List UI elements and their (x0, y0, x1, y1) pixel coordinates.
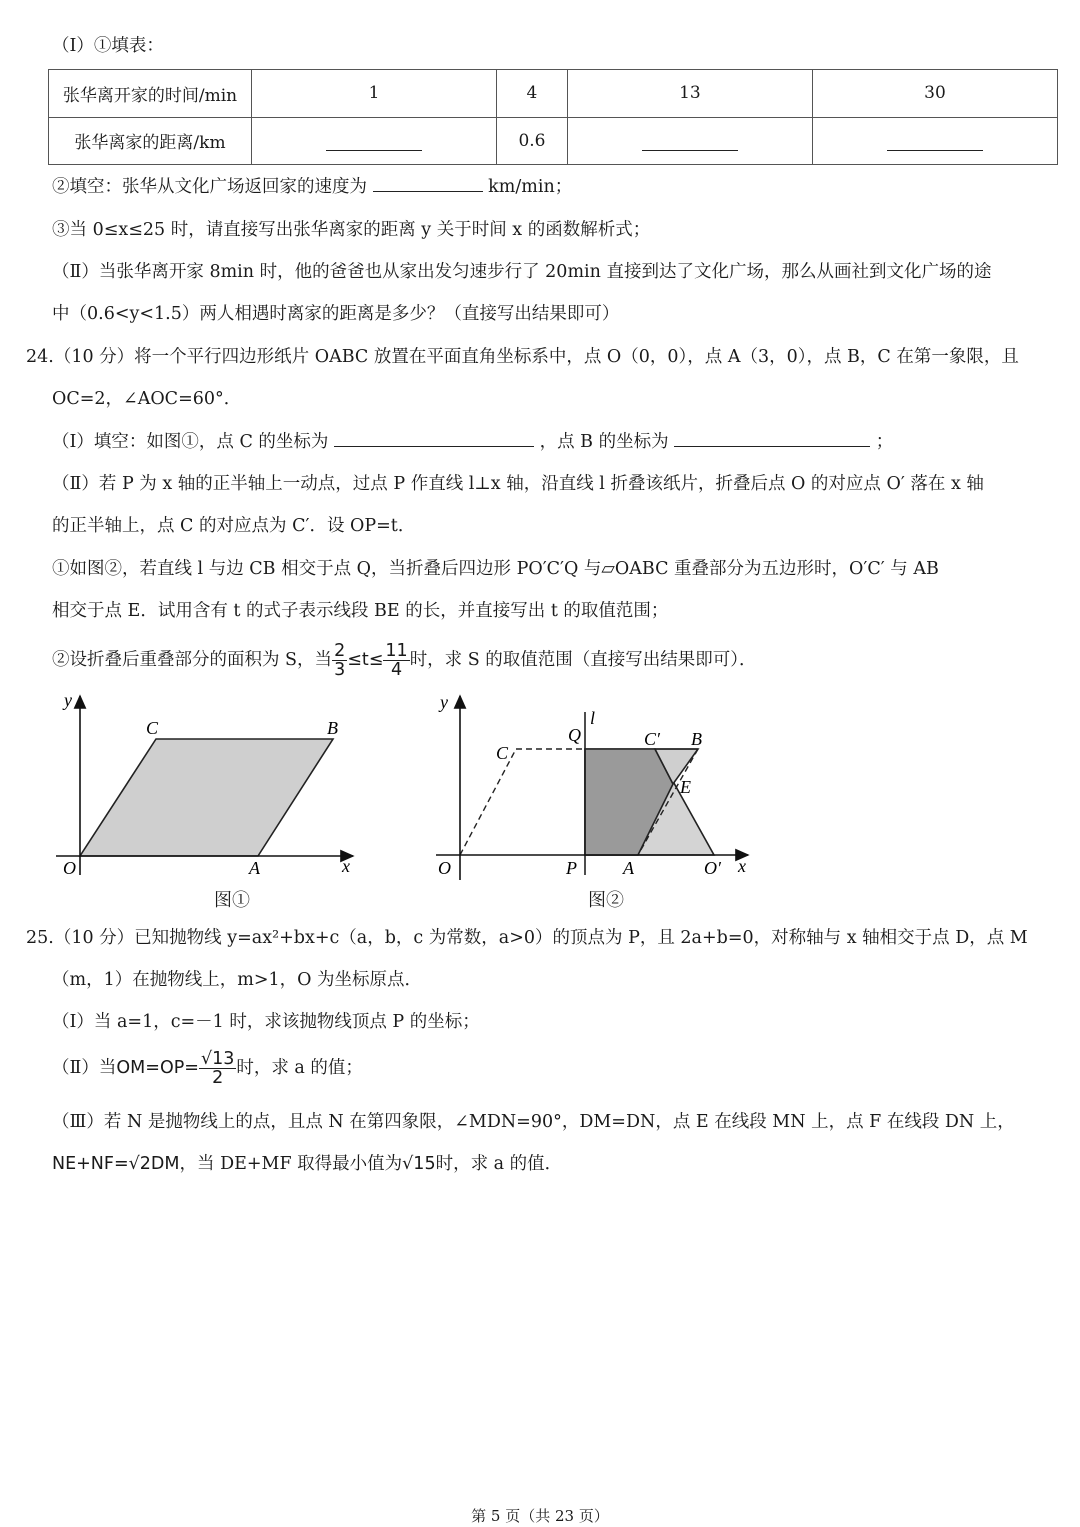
q25-part3-line2 (52, 1152, 562, 1176)
q25-part3-value: √15 (402, 1154, 436, 1174)
point-label-p: P (566, 858, 577, 878)
figure-2-diagram (428, 690, 758, 885)
q25-part2-text: （Ⅱ）当 (52, 1058, 117, 1078)
q24-sub1-line1: ①如图②，若直线 l 与边 CB 相交于点 Q，当折叠后四边形 PO′C′Q 与▱OABC 重叠部分为五边形时，O′C′ 与 AB (52, 559, 939, 579)
q25-part3-expr: NE+NF=√2DM (52, 1154, 180, 1174)
q24-part1-text: （Ⅰ）填空：如图①，点 C 的坐标为 (52, 432, 329, 452)
q25-part3-end: 时，求 a 的值． (435, 1154, 563, 1174)
answer-blank[interactable] (642, 130, 738, 151)
q25-part2 (52, 1048, 363, 1088)
q23-fill2 (52, 175, 572, 199)
table-cell: 4 (497, 70, 568, 118)
q24-part2-line2: 的正半轴上，点 C 的对应点为 C′．设 OP=t． (52, 516, 416, 536)
q23-part2-line2: 中（0.6<y<1.5）两人相遇时离家的距离是多少？（直接写出结果即可） (52, 304, 620, 324)
figure-1-diagram (48, 690, 368, 880)
table-cell-blank[interactable] (567, 117, 812, 165)
q24-line1: 24.（10 分）将一个平行四边形纸片 OABC 放置在平面直角坐标系中，点 O（0，0），点 A（3，0），点 B，C 在第一象限，且 (26, 347, 1019, 367)
q24-sub2-end: 时，求 S 的取值范围（直接写出结果即可）． (409, 650, 757, 670)
table-row (49, 70, 1058, 118)
q23-part1-heading: （Ⅰ）①填表： (52, 36, 164, 56)
q24-sub2-text: ②设折叠后重叠部分的面积为 S，当 (52, 650, 333, 670)
point-label-c-prime: C′ (644, 729, 660, 749)
q25-part2-end: 时，求 a 的值； (236, 1058, 363, 1078)
q25-line1: 25.（10 分）已知抛物线 y=ax²+bx+c（a，b，c 为常数，a>0）的顶点为 P，且 2a+b=0，对称轴与 x 轴相交于点 D，点 M (26, 928, 1028, 948)
point-label-o-prime: O′ (704, 858, 721, 878)
q23-fill3: ③当 0≤x≤25 时，请直接写出张华离家的距离 y 关于时间 x 的函数解析式； (52, 220, 651, 240)
q25-part2-expr: OM=OP= (116, 1058, 199, 1078)
answer-blank[interactable] (334, 432, 534, 447)
axis-label-x: x (342, 856, 350, 876)
answer-blank[interactable] (373, 177, 483, 192)
fraction-denominator: 2 (212, 1068, 224, 1088)
q24-part1-end: ； (875, 432, 894, 452)
fraction-numerator: 11 (385, 641, 408, 661)
axis-label-y: y (440, 692, 448, 712)
parallelogram-oabc (80, 739, 333, 856)
q25-line2: （m，1）在抛物线上，m>1，O 为坐标原点． (52, 970, 423, 990)
point-label-a: A (623, 858, 634, 878)
line-label-l: l (590, 708, 596, 728)
table-row-label: 张华离开家的时间/min (49, 70, 252, 118)
axis-label-x: x (738, 856, 746, 876)
point-label-c: C (496, 743, 509, 763)
fraction-numerator: √13 (200, 1049, 235, 1069)
point-label-o: O (438, 858, 451, 878)
point-label-e: E (680, 777, 691, 797)
point-label-b: B (327, 718, 338, 738)
segment-oc-dashed (460, 749, 516, 855)
q23-fill2-text: ②填空：张华从文化广场返回家的速度为 (52, 177, 367, 197)
q23-part2-line1: （Ⅱ）当张华离开家 8min 时，他的爸爸也从家出发匀速步行了 20min 直接到达了文化广场，那么从画社到文化广场的途 (52, 262, 992, 282)
table-row (49, 117, 1058, 165)
fraction-denominator: 4 (390, 660, 403, 680)
table-cell-blank[interactable] (812, 117, 1057, 165)
q24-part2-line1: （Ⅱ）若 P 为 x 轴的正半轴上一动点，过点 P 作直线 l⊥x 轴，沿直线 l 折叠该纸片，折叠后点 O 的对应点 O′ 落在 x 轴 (52, 474, 984, 494)
fraction (332, 642, 347, 679)
answer-blank[interactable] (326, 130, 422, 151)
axis-label-y: y (64, 690, 72, 710)
table-cell: 1 (252, 70, 497, 118)
q25-part3-text: ，当 DE+MF 取得最小值为 (179, 1154, 403, 1174)
table-cell: 13 (567, 70, 812, 118)
table-cell: 0.6 (497, 117, 568, 165)
figure-2-caption: 图② (588, 890, 624, 911)
inequality: ≤t≤ (347, 650, 384, 670)
fill-in-table (48, 69, 1058, 165)
q23-fill2-unit: km/min； (488, 177, 573, 197)
q24-sub2 (52, 640, 757, 680)
point-label-c: C (146, 718, 159, 738)
fraction-denominator: 3 (334, 660, 346, 680)
point-label-o: O (63, 858, 76, 878)
fraction-numerator: 2 (334, 641, 346, 661)
q25-part1: （Ⅰ）当 a=1，c=－1 时，求该抛物线顶点 P 的坐标； (52, 1012, 480, 1032)
page-footer: 第 5 页（共 23 页） (471, 1507, 609, 1525)
figure-1-caption: 图① (214, 890, 250, 911)
point-label-a: A (249, 858, 260, 878)
q24-part1-mid: ，点 B 的坐标为 (539, 432, 669, 452)
point-label-q: Q (568, 725, 581, 745)
q25-part3-line1: （Ⅲ）若 N 是抛物线上的点，且点 N 在第四象限，∠MDN=90°，DM=DN，点 E 在线段 MN 上，点 F 在线段 DN 上， (52, 1112, 1015, 1132)
table-cell: 30 (812, 70, 1057, 118)
answer-blank[interactable] (674, 432, 870, 447)
point-label-b: B (691, 729, 702, 749)
answer-blank[interactable] (887, 130, 983, 151)
fraction (199, 1050, 236, 1087)
table-cell-blank[interactable] (252, 117, 497, 165)
q24-sub1-line2: 相交于点 E．试用含有 t 的式子表示线段 BE 的长，并直接写出 t 的取值范围； (52, 601, 669, 621)
fraction (383, 642, 409, 679)
table-row-label: 张华离家的距离/km (49, 117, 252, 165)
q24-line2: OC=2，∠AOC=60°． (52, 389, 242, 409)
q24-part1 (52, 430, 893, 454)
